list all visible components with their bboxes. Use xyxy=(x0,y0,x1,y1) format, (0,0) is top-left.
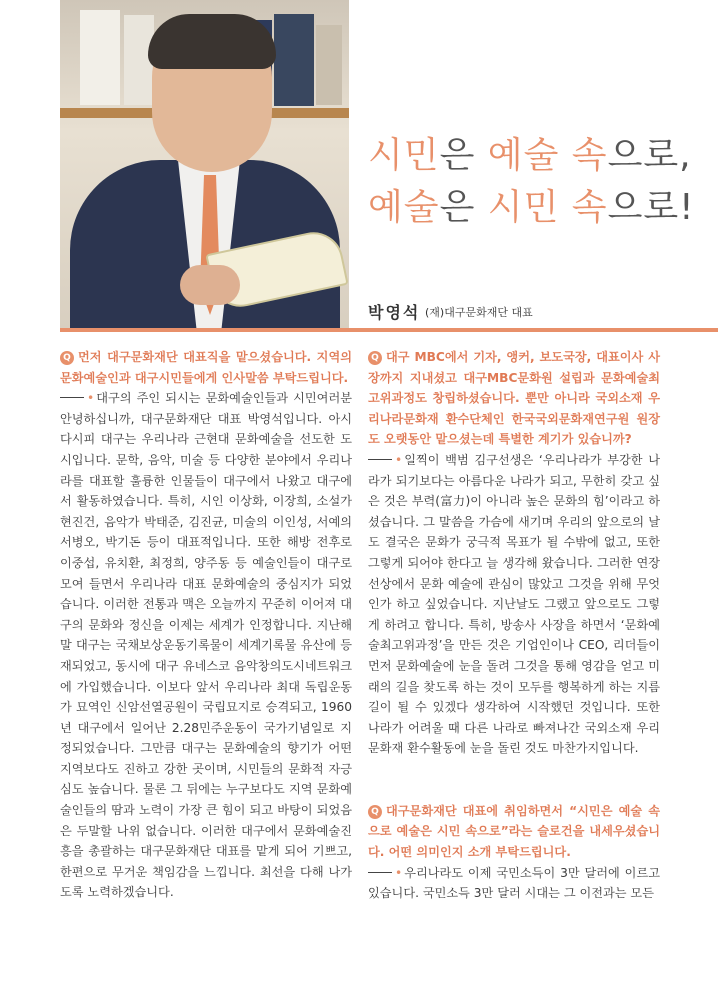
book xyxy=(80,10,120,105)
left-column xyxy=(60,347,352,903)
page-title: 시민은 예술 속으로, 예술은 시민 속으로! xyxy=(368,135,695,228)
dash-rule xyxy=(368,459,392,460)
q-icon: Q xyxy=(368,351,382,365)
bullet-icon: • xyxy=(395,865,403,880)
dash-rule xyxy=(368,872,392,873)
bullet-icon: • xyxy=(395,452,403,467)
q-icon: Q xyxy=(60,351,74,365)
question-2: Q 대구 MBC에서 기자, 앵커, 보도국장, 대표이사 사장까지 지내셨고 대구MBC문화원 설립과 문화예술최고위과정도 창립하셨습니다. 뿐만 아니라 국외소재 우리나라문화재 환수단체인 한국국외문화재연구원 원장도 오랫동안 맡으셨는데 특별한 계기가 있습니까? xyxy=(368,350,660,447)
book xyxy=(274,14,314,106)
dash-rule xyxy=(60,397,84,398)
bullet-icon: • xyxy=(87,391,95,406)
right-column xyxy=(368,347,660,904)
answer-3: • 우리나라도 이제 국민소득이 3만 달러에 이르고 있습니다. 국민소득 3만 달러 시대는 그 이전과는 모든 xyxy=(368,865,660,901)
question-3: Q 대구문화재단 대표에 취임하면서 “시민은 예술 속으로 예술은 시민 속으로”라는 슬로건을 내세우셨습니다. 어떤 의미인지 소개 부탁드립니다. xyxy=(368,803,660,860)
author-name: 박영석 xyxy=(368,303,421,322)
answer-2: • 일찍이 백범 김구선생은 ‘우리나라가 부강한 나라가 되기보다는 아름다운 나라가 되고, 무한히 갖고 싶은 것은 부력(富力)이 아니라 높은 문화의 힘’이라고 하셨습니다. 그 말씀을 가슴에 새기며 우리의 앞으로의 날도 결국은 문화가 궁극적 목표가 될 수밖에 없고, 또한 그렇게 되어야 한다고 늘 생각해 왔습니다. 그러한 연장선상에서 문화 예술에 관심이 많았고 그것을 위해 무엇인가 하고 싶었습니다. 지난날도 그랬고 앞으로도 그렇게 하려고 합니다. 특히, 방송사 사장을 하면서 ‘문화예술최고위과정’을 만든 것은 기업인이나 CEO, 리더들이 먼저 문화예술에 눈을 돌려 그것을 통해 영감을 얻고 미래의 길을 찾도록 하는 것이 모두를 행복하게 하는 지름길이 될 수 있겠다 생각하여 시작했던 것입니다. 또한 나라가 어려울 때 다른 나라로 빠져나간 국외소재 우리문화재 환수활동에 눈을 돌린 것도 마찬가지입니다. xyxy=(368,452,660,756)
author-role: (재)대구문화재단 대표 xyxy=(425,306,533,319)
hands xyxy=(180,265,240,305)
divider-rule xyxy=(60,328,718,332)
q-icon: Q xyxy=(368,805,382,819)
question-1: Q 먼저 대구문화재단 대표직을 맡으셨습니다. 지역의 문화예술인과 대구시민들에게 인사말씀 부탁드립니다. xyxy=(60,350,352,385)
portrait-photo xyxy=(60,0,349,329)
answer-1: • 대구의 주인 되시는 문화예술인들과 시민여러분 안녕하십니까, 대구문화재단 대표 박영석입니다. 아시다시피 대구는 우리나라 근현대 문화예술을 선도한 도시입니다. 문학, 음악, 미술 등 다양한 분야에서 우리나라를 대표할 훌륭한 인물들이 대구에서 나왔고 대구에서 활동하였습니다. 특히, 시인 이상화, 이장희, 소설가 현진건, 음악가 박태준, 김진균, 미술의 이인성, 서예의 서병오, 박기돈 등이 대표적입니다. 또한 해방 전후로 이중섭, 유치환, 최정희, 양주동 등 예술인들이 대구로 모여 들면서 우리나라 대표 문화예술의 중심지가 되었습니다. 이러한 전통과 맥은 오늘까지 꾸준히 이어져 대구의 문화와 정신을 이제는 세계가 인정합니다. 지난해 말 대구는 국채보상운동기록물이 세계기록물 유산에 등재되었고, 동시에 대구 유네스코 음악창의도시네트워크에 가입했습니다. 이보다 앞서 우리나라 최대 독립운동가 묘역인 신암선열공원이 국립묘지로 승격되고, 1960년 대구에서 일어난 2.28민주운동이 국가기념일로 지정되었습니다. 그만큼 대구는 문화예술의 향기가 어떤 지역보다도 진하고 강한 곳이며, 시민들의 문화적 자긍심도 높습니다. 물론 그 뒤에는 누구보다도 지역 문화예술인들의 땀과 노력이 가장 큰 힘이 되고 바탕이 되었음은 두말할 나위 없습니다. 이러한 대구에서 문화예술진흥을 총괄하는 대구문화재단 대표를 맡게 되어 기쁘고, 한편으로 무거운 책임감을 느낍니다. 최선을 다해 나가도록 노력하겠습니다. xyxy=(60,391,352,900)
book xyxy=(316,25,342,105)
hair xyxy=(148,14,276,69)
